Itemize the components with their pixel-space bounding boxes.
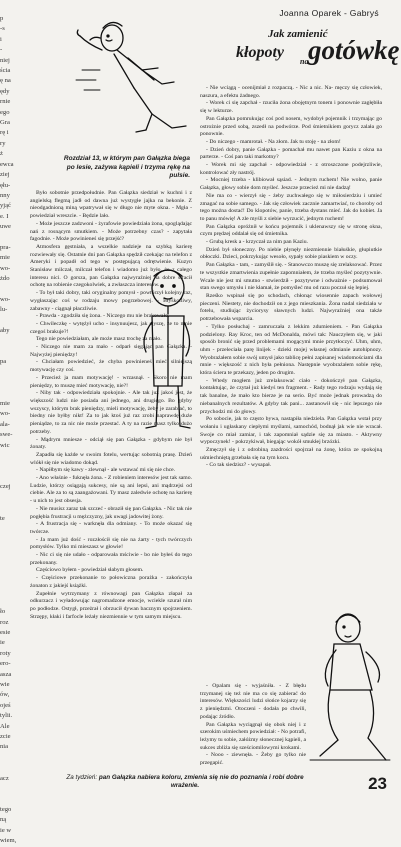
paragraph: - Grubą kresk a - krzyczał za nim pan Kaziu. xyxy=(206,239,309,246)
margin-fragment xyxy=(0,493,22,503)
paragraph: Atmosfera gęstniała, a wszelkie nadzieje na szybką karierę rozwiewały się. Ostatnie dni pan Gałązka spędził czekając na telefon z Ameryki i popadł od tego w postępującą odrętwienie. Kuzyn Stanisław milczał, milczał telefon i wiadomo już było, że z całego interesu nici. O gorsza, pan Gałązka najwyraźniej na dobre stracił ochotę na robienie czegokolwiek, a zwłaszcza interesów. xyxy=(30,243,192,289)
paragraph: - Ano właśnie - fuknęła żona. - Z robieniem interesów jest tak samo. Ludzie, którzy osiągają sukcesy, nie są ani lepsi, ani mądrzejsi od ciebie. Ale za to są zaangażowani. Ty masz zaledwie ochotę na karierę - u nich to jest obsesja. xyxy=(30,475,192,505)
margin-fragment xyxy=(0,472,22,482)
margin-fragment: żdo xyxy=(0,275,10,283)
paragraph: - Chwileczkę - wytężył ucho - insynuujesz, jak słyszę, że to mnie czegoś brakuje?! xyxy=(30,320,192,335)
margin-fragment: uwe xyxy=(0,223,11,231)
paragraph: - Mocniej trzeba - klibiował sąsiad. - Jednym ruchem! Nie wolno, panie Gałązka, głowy sobie dom myśleć. Jeszcze przecież mi nie dadzą! xyxy=(200,177,382,192)
margin-fragment: wo- xyxy=(0,410,11,418)
title-word-gotowke: gotówkę xyxy=(308,35,400,65)
margin-fragment: ie xyxy=(0,639,5,647)
margin-fragment xyxy=(0,368,22,378)
paragraph: - Worek mi się zapchał - odpowiedział - z otroszczone podejrzliwie, kontrolować zły nastrój. xyxy=(200,162,382,176)
previous-page-column-fragment xyxy=(0,14,22,845)
margin-fragment: wiem, xyxy=(0,837,17,845)
paragraph: Pan Gałązka - tam, - zamyślił się. - Stanowczo muszę się zrelaksować. Przez te wszystkie zmartwienia zupełnie zapomniałem, że trzeba myśleć pozytywnie. Wcale nie jest mi smutno - stwierdził - pozytywne i odważnie - podsumował stan swego umysłu i nie kłamał, że pomyśleć mu od razu poczuł się lepiej. xyxy=(200,262,382,292)
margin-fragment: ewca xyxy=(0,160,14,168)
margin-fragment: ną xyxy=(0,816,7,824)
paragraph: - Wtedy mogłem już zrelaksować ciało - dokończył pan Gałązka, kontaktując, że czytał już kiedyś ten fragment. - Rady tego rodzaju wydają się tak banalne, że mało kto bierze je na serio. Być może jednak prowadzą do niebanalnych rezultatów. A gdyby tak pani... zastanowił się - nic lepszego nie przychodzi mi do głowy. xyxy=(200,377,382,415)
margin-fragment: e. I xyxy=(0,212,9,220)
margin-fragment: pra- xyxy=(0,243,11,251)
margin-fragment: ego xyxy=(0,108,10,116)
margin-fragment: rnie xyxy=(0,98,11,106)
paragraph: Pan Gałązka opróżnił w końcu pojemnik i uklenawszy się w stronę okna, czym prędzej oddalał się od śmietnika. xyxy=(200,223,382,238)
paragraph: - Przecież ja mam motywację! - wrzasnął. - Skoro nie mam pieniędzy, to muszę mieć motywację, nie?! xyxy=(30,374,192,389)
paragraph: - To był taki dobry, taki oryginalny pomysł - powtórzył kolejny raz, wygłaszając coś w rodzaju mowy pogrzebowej. - Błyskotliwy, zabawny - ciągnął płaczliwie. xyxy=(30,290,192,312)
paragraph: - Nie musisz zaraz tak szczeć - obraził się pan Gałązka. - Nic tak nie pogłębia frustracji u mężczyzny, jak uwagi jadowitej żony. xyxy=(30,505,192,520)
paragraph: - Worek ci się zapchał - rzuciła żona obojętnym tonem i ponownie zagłębiła się w lekturze. xyxy=(200,100,382,115)
margin-fragment: nia xyxy=(0,743,9,751)
next-week-teaser xyxy=(60,774,310,790)
paragraph: Częściowo byłem - powiedział słabym głosem. xyxy=(36,567,144,574)
margin-fragment: pa xyxy=(0,358,7,366)
paragraph: Nie ma co - wierzył się - żeby zuchwałego się w miłosierdziu i umieć zmagać na sobie samego. - Jak się człowiek zacznie zamartwiać, to choroby od tego można dostać! Do klopotów, panie, trzeba dystans mieć. Jak do kobiet. Ja to panu mówię! A zle myśli z siebie wyrzucić, jednym ruchem! xyxy=(200,192,382,222)
margin-fragment xyxy=(0,586,22,596)
paragraph: - Ja mam już dość - rozzłościł się nie na żarty - tych twórczych pomysłów. Tylko mi mieszasz w głowie! xyxy=(30,536,192,551)
margin-fragment xyxy=(0,534,22,544)
margin-fragment: - xyxy=(0,46,3,54)
margin-fragment: i xyxy=(0,35,2,43)
margin-fragment: roty xyxy=(0,649,11,657)
page-number: 23 xyxy=(368,774,387,793)
paragraph: - Niczego nie mam za mało - odparł sięgając pan Gałązka. - Najwyżej pieniędzy! xyxy=(30,344,192,358)
paragraph: Tego nie powiedziałam, ale może masz trochę za mało. xyxy=(36,336,162,343)
margin-fragment: -s xyxy=(0,25,5,33)
paragraph: - Tylko posłuchaj - zamruczała z lekkim zdumieniem. - Pan Gałązka podzielony. Ray Kroc, ten od McDonalda, mówi tak: Nauczyłem się, w jaki sposób bronić się przed problemami mogącymi mnie przytłoczyć. Uhm, uhm, uhm - przeleciała parę linijek - dzieki mojej własnej odmianie autohipnozy. Wyobrażałem sobie swój umysł jako tablicę pełni zapisanej wiadomościami dla mnie - większość z nich była pełniona. Następnie wyobrażałem sobie rękę, która ściera te przekazy, jeden po drugim. xyxy=(200,323,382,377)
margin-fragment xyxy=(0,753,22,763)
paragraph: - Nic ci się nie udało - odparowała mściwie - bo nie byłeś do tego przekonany. xyxy=(30,552,192,566)
margin-fragment: ż xyxy=(0,150,3,158)
paragraph: Pan Gałązka pomrukując coś pod nosem, wydobył pojemnik i trzymając go ostrożnie przed sobą, zszedł na podwórze. Pod śmietnikiem gorycz zalała go ponownie. xyxy=(200,115,382,138)
margin-fragment: wo- xyxy=(0,295,11,303)
margin-fragment: ścia xyxy=(0,67,11,75)
margin-fragment: ędy xyxy=(0,87,10,95)
paragraph: - Prawda - zgodziła się żona. - Niczego mu nie brakowało. xyxy=(36,313,170,320)
paragraph: - Częściowe przekonanie to połowiczna porażka - zakończyła żonaton z jakiejś książki. xyxy=(30,575,192,589)
teaser-label: Za tydzień: xyxy=(66,774,98,781)
author-byline: Joanna Oparek - Gabryś xyxy=(279,8,379,18)
title-word-na: na xyxy=(300,57,309,66)
margin-fragment xyxy=(0,545,22,555)
margin-fragment: niej xyxy=(0,56,10,64)
margin-fragment: Gra xyxy=(0,119,10,127)
margin-fragment xyxy=(0,524,22,534)
margin-fragment xyxy=(0,784,22,794)
margin-fragment: tylii. xyxy=(0,712,13,720)
margin-fragment xyxy=(0,503,22,513)
margin-fragment: ero- xyxy=(0,660,11,668)
paragraph: Było sobotnie przedpołudnie. Pan Gałązka siedział w kuchni i z angielską flegmą jadł od dawna już wystygłe jajka na bekonie. Z nieodgadnioną miną wpatrywał się w długo nie myte okna. - Mgła - powiedział wreszcie. - Będzie lało. xyxy=(30,190,192,220)
margin-fragment: mie xyxy=(0,400,10,408)
margin-fragment xyxy=(0,285,22,295)
paragraph: - Nooo - ziewnęła. - Żeby go tylko nie przegapić. xyxy=(200,752,306,767)
margin-fragment: wic xyxy=(0,441,10,449)
paragraph: - Do niczego - mamrotał. - Na złom. Jak tu stoję - na złom! xyxy=(206,138,341,145)
margin-fragment: ziej xyxy=(0,171,10,179)
margin-fragment: aby xyxy=(0,327,10,335)
margin-fragment xyxy=(0,233,22,243)
margin-fragment: p xyxy=(0,15,4,22)
paragraph: Rześko wspinał się po schodach, chłonąc wiosennie zapach wołowej pieczeni. Niestety, nie dochodził on z jego mieszkania. Żona nadal siedziała w fotelu, studiując życiorysy sławnych ludzi. Najwyraźniej ona także potrzebowała wsparcia. xyxy=(200,292,382,323)
margin-fragment: te xyxy=(0,514,5,522)
margin-fragment: wie xyxy=(0,681,10,688)
paragraph: - Mądrym mniesze - odciął się pan Gałązka - gdybym nie był żonaty. xyxy=(30,436,192,451)
margin-fragment xyxy=(0,347,22,357)
paragraph: - Niby tak - odpowiedziała spokojnie. - Ale tak już jakoś jest, że większość ludzi nie posiada ani jednego, ani drugiego. Bo gdyby wszyscy, którym brak pieniędzy, mieli motywację, żeby je zarabiać, to biedny nie byłby nikt! Za to jak ktoś już raz zrobi naprawdę duże pieniądze, to za nic nie może przestać. A ty na razie masz tylko dużo potrzeby. xyxy=(30,390,192,435)
paragraph: - Co tak siedzisz? - wysapał. xyxy=(206,462,272,469)
margin-fragment: swe- xyxy=(0,431,13,439)
paragraph: Pan Gałązka wyciągnął się obok niej i z szerokim uśmiechem powiedział: - No potrafi, leżymy tu sobie, załóżmy słonecznej kąpieli, a sukces zbliża się sześciomilowymi krokami. xyxy=(200,721,306,751)
margin-fragment: czej xyxy=(0,483,11,491)
paragraph: - Chciałam powiedzieć, że chyba powinieneś mieć silniejszą motywację czy coś. xyxy=(30,359,192,374)
margin-fragment xyxy=(0,555,22,565)
running-man-illustration xyxy=(62,10,212,150)
teaser-text: pan Gałązka nabiera koloru, zmienia się nie do poznania i robi dobre wrażenie. xyxy=(98,774,304,789)
margin-fragment: yjąć xyxy=(0,202,11,210)
margin-fragment: ry xyxy=(0,139,6,147)
margin-fragment: rę i xyxy=(0,129,9,137)
title-word-klopoty: kłopoty xyxy=(236,44,284,61)
margin-fragment xyxy=(0,378,22,388)
margin-fragment xyxy=(0,794,22,804)
paragraph: Zapadła się każde w swoim fotelu, wertując sobotnią prasę. Dzień wlókł się nie wiadomo dokąd. xyxy=(30,451,192,466)
paragraph: - Napiłbym się kawy - zlewnął - ale wstawać mi się nie chce. xyxy=(36,467,176,474)
margin-fragment xyxy=(0,451,22,461)
margin-fragment: wo- xyxy=(0,264,11,272)
thinking-man-illustration xyxy=(128,266,198,436)
margin-fragment: zcie xyxy=(0,733,11,741)
margin-fragment: acz xyxy=(0,774,9,782)
paragraph: Dzień był słoneczny. Po niebie płynęły niezmiennie białuśkie, głupiutkie obłoczki. Dzieci, pokrzykując wesoło, sypały sobie piaskiem w oczy. xyxy=(200,246,382,261)
margin-fragment: roz xyxy=(0,618,9,626)
paragraph: - Opalam się - wyjaśniła. - Z błędu trzymanej się też nie ma co się zabierać do interesów. Większości ludzi słońce kojarzy się z pieniędzmi. Otoczeni - dodała po chwili, podając źródło. xyxy=(200,683,306,720)
margin-fragment: esie xyxy=(0,628,11,636)
article-column-right-tail xyxy=(200,683,306,768)
paragraph: - Dzień dobry, panie Gałązka - pomachał mu nawet pan Kaziu z okna na parterze. - Coś pan taki markotny? xyxy=(200,146,382,161)
margin-fragment: mie xyxy=(0,254,10,262)
margin-fragment xyxy=(0,566,22,576)
margin-fragment xyxy=(0,316,22,326)
paragraph: - Nie wciągą - ocenijmiał z rozpaczą. - Nic a nic. Na- męczy się człowiek, naszura, a efektu żadnego. xyxy=(200,85,382,99)
sitting-man-illustration xyxy=(300,610,392,770)
margin-fragment: lu- xyxy=(0,306,8,314)
margin-fragment xyxy=(0,763,22,773)
margin-fragment xyxy=(0,337,22,347)
paragraph: Zupełnie wytrzymany z równowagi pan Gałązka złapał za odkurzacz i wyładowując nagromadzone emocje, wciekle szurał nim po podłodze. Ostygł, przeżrał i obrzucił dywan bacznym spojrzeniem. Strzępy, kłaki i farfocle leżały niezmiennie w tym samym miejscu. xyxy=(30,590,192,620)
paragraph: Zmęczył się i z odrobiną zazdrości spojrzał na żonę, która ze spokojną uśmiechniętą grzebała się na tym kocu. xyxy=(200,447,382,461)
paragraph: Po sobocie, jak to często bywa, nastąpiła niedziela. Pan Gałązka wstał przy wołaniu i ugłaskany ciepłymi myślami, samochód, bodnął jak wie nie wracał. Swoje co miał zamiar, i tak zapomniał sądzie się za miasto. - Aktywny wypoczynek! - pokrzykiwał, biegając wokół smukłej brzózki. xyxy=(200,416,382,446)
article-title xyxy=(236,16,400,76)
margin-fragment: nny xyxy=(0,191,10,199)
margin-fragment xyxy=(0,576,22,586)
margin-fragment xyxy=(0,597,22,607)
margin-fragment: ojeś xyxy=(0,701,11,709)
chapter-lead: Rozdział 13, w którym pan Gałązka biega po lesie, zażywa kąpieli i trzyma rękę na pulsie. xyxy=(63,155,190,180)
paragraph: - A frustracja się - warknęła dla odmiany. - To może okazać się twórcze. xyxy=(30,521,192,535)
margin-fragment xyxy=(0,389,22,399)
margin-fragment: ów, xyxy=(0,691,10,699)
margin-fragment: tego xyxy=(0,805,12,813)
article-column-right xyxy=(200,85,382,683)
margin-fragment: ęłu- xyxy=(0,181,11,189)
paragraph: - Może jeszcze zadzwoni - żyrafowie powiedziała żona, spoglądając nań z rosnącym smutkiem. - Może potrzebny czas? - zapytała fagodnie. - Może powinieneś się przejść? xyxy=(30,220,192,243)
margin-fragment: ę na xyxy=(0,77,11,85)
margin-fragment: ło xyxy=(0,608,6,616)
margin-fragment: ala- xyxy=(0,420,10,428)
margin-fragment xyxy=(0,461,22,471)
margin-fragment: Ale xyxy=(0,722,10,730)
margin-fragment: asza xyxy=(0,670,12,678)
title-line-1: Jak zamienić xyxy=(268,28,328,40)
margin-fragment: ie w xyxy=(0,826,12,834)
